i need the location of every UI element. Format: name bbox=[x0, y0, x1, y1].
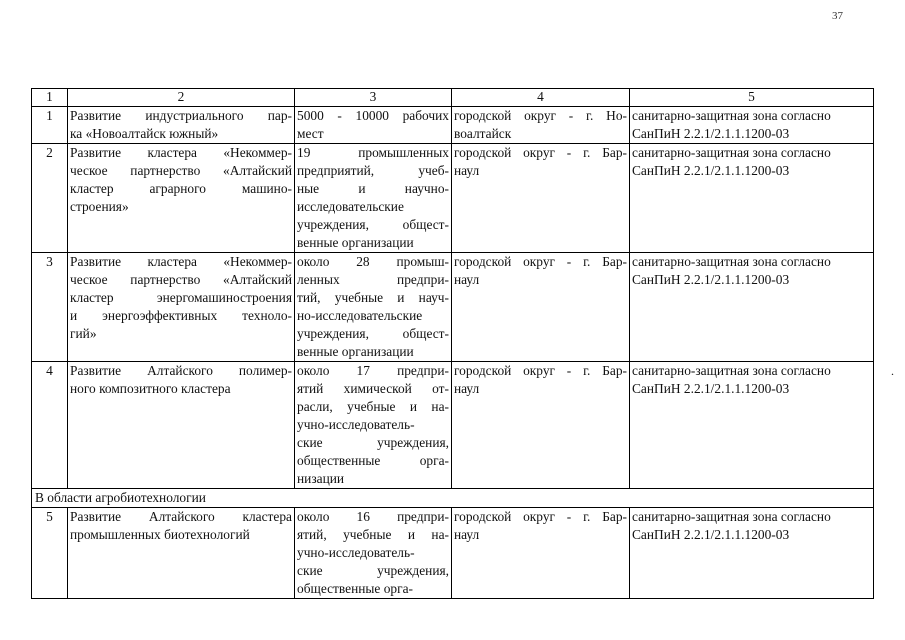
cell-line: санитарно-защитная зона согласно bbox=[632, 363, 831, 378]
project-name-cell bbox=[68, 362, 295, 489]
cell-line: ские учреждения, bbox=[297, 563, 449, 578]
cell-line: санитарно-защитная зона согласно bbox=[632, 509, 831, 524]
cell-line: общественные орга- bbox=[297, 453, 449, 468]
cell-line: санитарно-защитная зона согласно bbox=[632, 254, 831, 269]
cell-line: Развитие Алтайского полимер- bbox=[70, 363, 292, 378]
project-name-cell bbox=[68, 253, 295, 362]
cell-line: городской округ - г. Бар- bbox=[454, 145, 627, 160]
cell-line: и энергоэффективных техноло- bbox=[70, 308, 292, 323]
header-cell-5: 5 bbox=[630, 89, 874, 107]
table-row bbox=[32, 508, 874, 599]
table-row bbox=[32, 253, 874, 362]
cell-line: около 16 предпри- bbox=[297, 509, 449, 524]
cell-line: низации bbox=[297, 471, 345, 486]
cell-line: учреждения, общест- bbox=[297, 326, 449, 341]
cell-line: СанПиН 2.2.1/2.1.1.1200-03 bbox=[632, 527, 790, 542]
cell-line: учреждения, общест- bbox=[297, 217, 449, 232]
cell-line: СанПиН 2.2.1/2.1.1.1200-03 bbox=[632, 381, 790, 396]
stray-mark: . bbox=[891, 364, 894, 378]
cell-line: наул bbox=[454, 527, 480, 542]
restriction-cell bbox=[630, 508, 874, 599]
cell-line: городской округ - г. Бар- bbox=[454, 363, 627, 378]
page-number: 37 bbox=[832, 10, 843, 22]
cell-line: 19 промышленных bbox=[297, 145, 449, 160]
project-name-cell bbox=[68, 508, 295, 599]
row-number-cell: 3 bbox=[32, 253, 68, 362]
row-number-cell: 5 bbox=[32, 508, 68, 599]
cell-line: ческое партнерство «Алтайский bbox=[70, 163, 292, 178]
cell-line: воалтайск bbox=[454, 126, 512, 141]
location-cell bbox=[452, 107, 630, 144]
cell-line: кластер аграрного машино- bbox=[70, 181, 292, 196]
cell-line: ленных предпри- bbox=[297, 272, 449, 287]
location-cell bbox=[452, 253, 630, 362]
scale-cell bbox=[295, 107, 452, 144]
cell-line: ческое партнерство «Алтайский bbox=[70, 272, 292, 287]
cell-line: наул bbox=[454, 272, 480, 287]
cell-line: СанПиН 2.2.1/2.1.1.1200-03 bbox=[632, 163, 790, 178]
cell-line: санитарно-защитная зона согласно bbox=[632, 145, 831, 160]
cell-line: расли, учебные и на- bbox=[297, 399, 449, 414]
scale-cell bbox=[295, 508, 452, 599]
cell-line: венные организации bbox=[297, 344, 414, 359]
cell-line: тий, учебные и науч- bbox=[297, 290, 449, 305]
cell-line: кластер энергомашиностроения bbox=[70, 290, 292, 305]
header-cell-2: 2 bbox=[68, 89, 295, 107]
location-cell bbox=[452, 362, 630, 489]
restriction-cell bbox=[630, 107, 874, 144]
table-header-row bbox=[32, 89, 874, 107]
cell-line: СанПиН 2.2.1/2.1.1.1200-03 bbox=[632, 126, 790, 141]
row-number-cell: 4 bbox=[32, 362, 68, 489]
cell-line: 5000 - 10000 рабочих bbox=[297, 108, 449, 123]
cell-line: строения» bbox=[70, 199, 129, 214]
cell-line: около 17 предпри- bbox=[297, 363, 449, 378]
location-cell bbox=[452, 144, 630, 253]
cell-line: городской округ - г. Но- bbox=[454, 108, 627, 123]
document-table bbox=[31, 88, 874, 599]
cell-line: городской округ - г. Бар- bbox=[454, 509, 627, 524]
cell-line: ные и научно- bbox=[297, 181, 449, 196]
row-number-cell: 1 bbox=[32, 107, 68, 144]
project-name-cell bbox=[68, 107, 295, 144]
location-cell bbox=[452, 508, 630, 599]
cell-line: санитарно-защитная зона согласно bbox=[632, 108, 831, 123]
header-cell-3: 3 bbox=[295, 89, 452, 107]
cell-line: исследовательские bbox=[297, 199, 404, 214]
table-row bbox=[32, 107, 874, 144]
cell-line: промышленных биотехнологий bbox=[70, 527, 250, 542]
cell-line: ятий химической от- bbox=[297, 381, 449, 396]
scale-cell bbox=[295, 253, 452, 362]
cell-line: венные организации bbox=[297, 235, 414, 250]
cell-line: СанПиН 2.2.1/2.1.1.1200-03 bbox=[632, 272, 790, 287]
header-cell-4: 4 bbox=[452, 89, 630, 107]
section-row bbox=[32, 489, 874, 508]
cell-line: предприятий, учеб- bbox=[297, 163, 449, 178]
cell-line: общественные орга- bbox=[297, 581, 413, 596]
cell-line: Развитие Алтайского кластера bbox=[70, 509, 292, 524]
section-title: В области агробиотехнологии bbox=[32, 489, 874, 508]
cell-line: ного композитного кластера bbox=[70, 381, 231, 396]
cell-line: Развитие кластера «Некоммер- bbox=[70, 145, 292, 160]
header-cell-1: 1 bbox=[32, 89, 68, 107]
cell-line: учно-исследователь- bbox=[297, 417, 415, 432]
cell-line: мест bbox=[297, 126, 324, 141]
cell-line: но-исследовательские bbox=[297, 308, 423, 323]
restriction-cell bbox=[630, 253, 874, 362]
cell-line: ские учреждения, bbox=[297, 435, 449, 450]
scale-cell bbox=[295, 144, 452, 253]
scale-cell bbox=[295, 362, 452, 489]
project-name-cell bbox=[68, 144, 295, 253]
cell-line: наул bbox=[454, 381, 480, 396]
cell-line: городской округ - г. Бар- bbox=[454, 254, 627, 269]
cell-line: гий» bbox=[70, 326, 97, 341]
row-number-cell: 2 bbox=[32, 144, 68, 253]
table-row bbox=[32, 362, 874, 489]
cell-line: около 28 промыш- bbox=[297, 254, 449, 269]
cell-line: учно-исследователь- bbox=[297, 545, 415, 560]
restriction-cell bbox=[630, 362, 874, 489]
restriction-cell bbox=[630, 144, 874, 253]
cell-line: наул bbox=[454, 163, 480, 178]
table-row bbox=[32, 144, 874, 253]
cell-line: ка «Новоалтайск южный» bbox=[70, 126, 219, 141]
cell-line: ятий, учебные и на- bbox=[297, 527, 449, 542]
cell-line: Развитие кластера «Некоммер- bbox=[70, 254, 292, 269]
cell-line: Развитие индустриального пар- bbox=[70, 108, 292, 123]
